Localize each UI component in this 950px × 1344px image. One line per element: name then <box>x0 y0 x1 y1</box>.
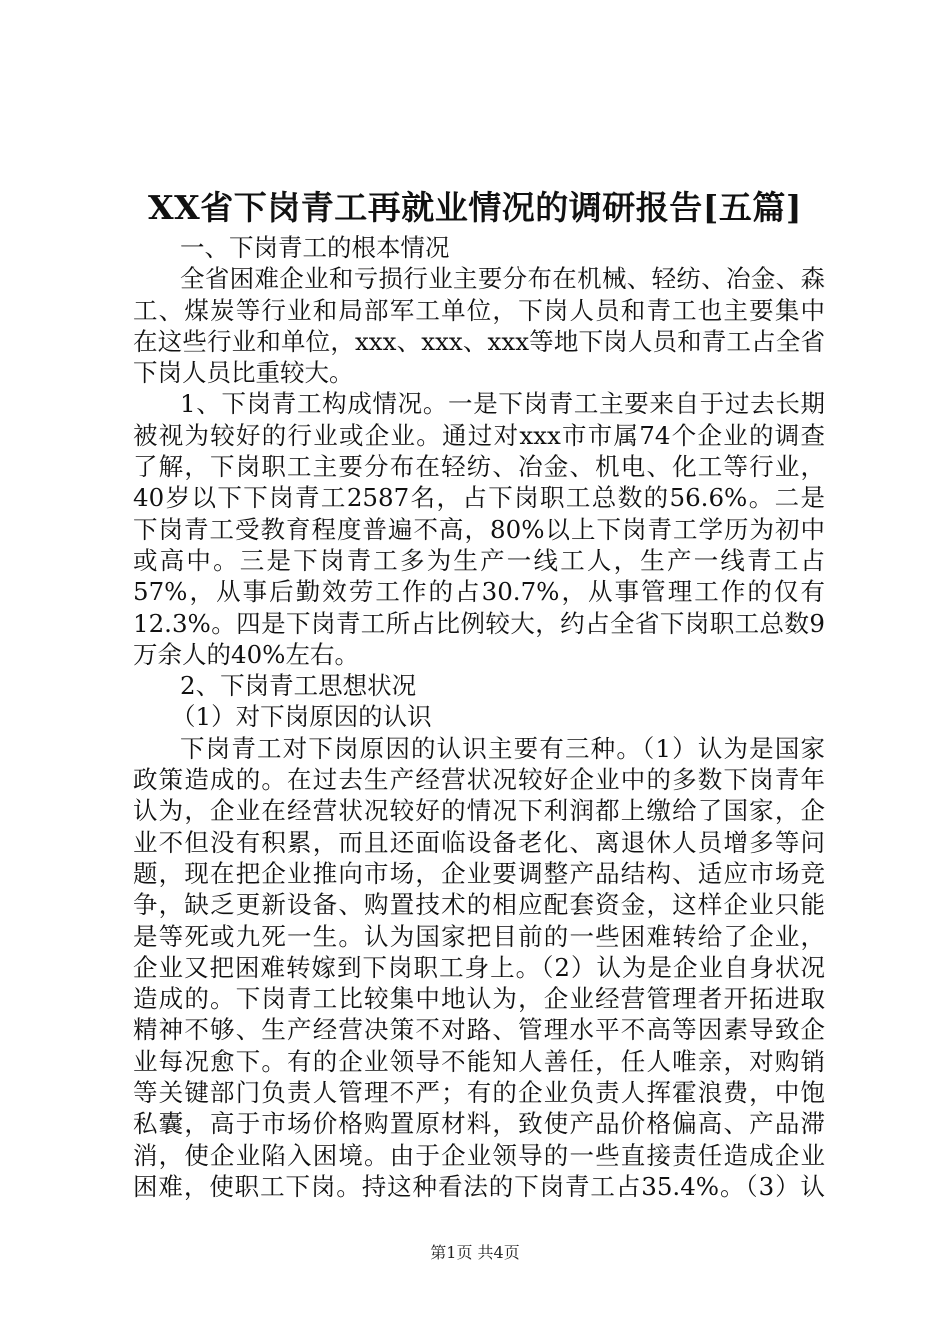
paragraph-line: 40岁以下下岗青工2587名，占下岗职工总数的56.6%。二是 <box>133 483 825 513</box>
paragraph-line: 万余人的40%左右。 <box>133 639 359 669</box>
document-title: XX省下岗青工再就业情况的调研报告[五篇] <box>148 188 802 227</box>
paragraph-line: 全省困难企业和亏损行业主要分布在机械、轻纺、冶金、森 <box>180 264 825 294</box>
paragraph-line: 了解，下岗职工主要分布在轻纺、冶金、机电、化工等行业， <box>133 452 825 482</box>
paragraph-line: 下岗青工受教育程度普遍不高，80%以上下岗青工学历为初中 <box>133 514 825 544</box>
page-footer: 第1页 共4页 <box>430 1243 520 1262</box>
paragraph-line: 私囊，高于市场价格购置原材料，致使产品价格偏高、产品滞 <box>133 1109 825 1139</box>
paragraph-line: 政策造成的。在过去生产经营状况较好企业中的多数下岗青年 <box>133 765 825 795</box>
paragraph-line: 业每况愈下。有的企业领导不能知人善任，任人唯亲，对购销 <box>133 1046 825 1076</box>
paragraph-line: 题，现在把企业推向市场，企业要调整产品结构、适应市场竞 <box>133 858 825 888</box>
paragraph-line: 精神不够、生产经营决策不对路、管理水平不高等因素导致企 <box>133 1015 825 1045</box>
paragraph-line: 认为，企业在经营状况较好的情况下利润都上缴给了国家，企 <box>133 796 825 826</box>
paragraph-line: 消，使企业陷入困境。由于企业领导的一些直接责任造成企业 <box>133 1140 825 1170</box>
paragraph-line: 一、下岗青工的根本情况 <box>180 233 450 262</box>
paragraph-line: 下岗青工对下岗原因的认识主要有三种。（1）认为是国家 <box>180 733 825 763</box>
paragraph-line: 企业又把困难转嫁到下岗职工身上。（2）认为是企业自身状况 <box>133 952 825 982</box>
document-body <box>133 232 825 1202</box>
paragraph-line: 业不但没有积累，而且还面临设备老化、离退休人员增多等问 <box>133 827 825 857</box>
paragraph-line: 争，缺乏更新设备、购置技术的相应配套资金，这样企业只能 <box>133 890 825 920</box>
paragraph-line: 困难，使职工下岗。持这种看法的下岗青工占35.4%。（3）认 <box>133 1171 825 1201</box>
paragraph-line: 是等死或九死一生。认为国家把目前的一些困难转给了企业， <box>133 921 825 951</box>
paragraph-line: 下岗人员比重较大。 <box>133 358 354 388</box>
paragraph-line: 2、下岗青工思想状况 <box>180 671 417 701</box>
paragraph-line: 或高中。三是下岗青工多为生产一线工人，生产一线青工占 <box>133 545 825 575</box>
paragraph-line: 等关键部门负责人管理不严；有的企业负责人挥霍浪费，中饱 <box>133 1078 825 1108</box>
paragraph-line: 57%，从事后勤效劳工作的占30.7%，从事管理工作的仅有 <box>133 577 825 607</box>
paragraph-line: 12.3%。四是下岗青工所占比例较大，约占全省下岗职工总数9 <box>133 608 825 638</box>
paragraph-line: 被视为较好的行业或企业。通过对xxx市市属74个企业的调查 <box>133 420 825 450</box>
paragraph-line: （1）对下岗原因的认识 <box>171 702 432 732</box>
paragraph-line: 1、下岗青工构成情况。一是下岗青工主要来自于过去长期 <box>180 389 825 419</box>
paragraph-line: 工、煤炭等行业和局部军工单位，下岗人员和青工也主要集中 <box>133 295 825 325</box>
paragraph-line: 造成的。下岗青工比较集中地认为，企业经营管理者开拓进取 <box>133 984 825 1014</box>
paragraph-line: 在这些行业和单位，xxx、xxx、xxx等地下岗人员和青工占全省 <box>133 326 825 356</box>
